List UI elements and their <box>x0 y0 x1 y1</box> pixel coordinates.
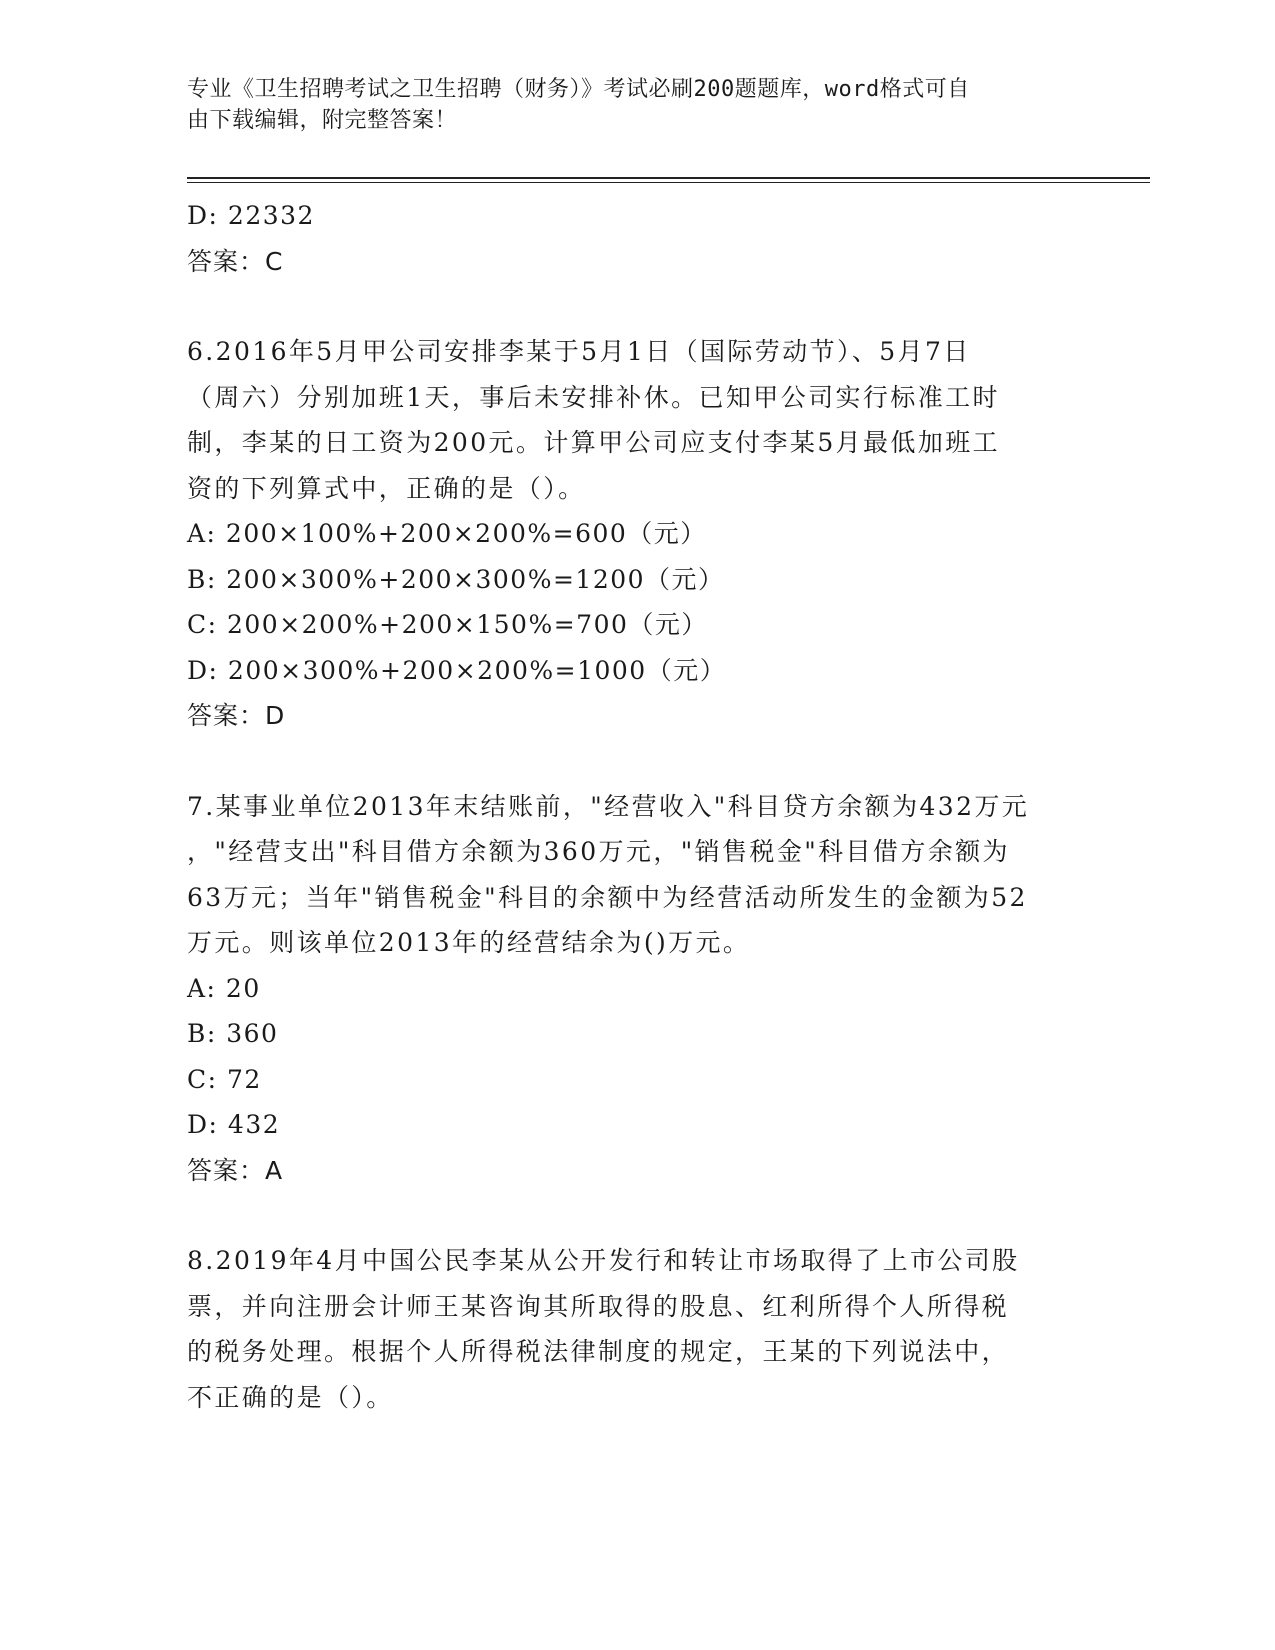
question-6-option-d: D: 200×300%+200×200%=1000（元） <box>187 655 727 685</box>
header-title-line-2: 由下载编辑，附完整答案！ <box>187 108 458 133</box>
spacer <box>187 739 1087 784</box>
prev-answer: 答案：C <box>187 246 284 276</box>
header-title-line-1: 专业《卫生招聘考试之卫生招聘（财务）》考试必刷200题题库，word格式可自 <box>187 77 970 102</box>
prev-option-d: D: 22332 <box>187 201 315 230</box>
question-8-stem-line: 不正确的是（）。 <box>187 1382 394 1412</box>
question-6-option-c: C: 200×200%+200×150%=700（元） <box>187 610 708 639</box>
spacer <box>187 1193 1087 1238</box>
question-7-option-b: B: 360 <box>187 1019 279 1048</box>
question-6-answer: 答案：D <box>187 701 286 730</box>
question-6-option-a: A: 200×100%+200×200%=600（元） <box>187 519 707 548</box>
document-header <box>187 74 1067 136</box>
question-8-stem-line: 8.2019年4月中国公民李某从公开发行和转让市场取得了上市公司股 <box>187 1246 1020 1275</box>
question-6-stem-line: 制，李某的日工资为200元。计算甲公司应支付李某5月最低加班工 <box>187 428 1001 457</box>
question-6-stem-line: 6.2016年5月甲公司安排李某于5月1日（国际劳动节）、5月7日 <box>187 337 971 366</box>
question-7 <box>187 784 1087 1194</box>
document-body <box>187 193 1087 1420</box>
question-7-option-c: C: 72 <box>187 1064 262 1094</box>
question-7-stem-line: 7.某事业单位2013年末结账前，"经营收入"科目贷方余额为432万元 <box>187 791 1030 821</box>
question-7-option-a: A: 20 <box>187 973 261 1003</box>
question-6 <box>187 329 1087 739</box>
question-7-stem-line: 万元。则该单位2013年的经营结余为()万元。 <box>187 928 751 957</box>
spacer <box>187 284 1087 329</box>
question-8-stem-line: 票，并向注册会计师王某咨询其所取得的股息、红利所得个人所得税 <box>187 1291 1010 1321</box>
question-7-answer: 答案：A <box>187 1155 284 1185</box>
question-6-stem-line: （周六）分别加班1天，事后未安排补休。已知甲公司实行标准工时 <box>187 382 1000 412</box>
question-6-stem-line: 资的下列算式中，正确的是（）。 <box>187 473 586 503</box>
question-8-stem-line: 的税务处理。根据个人所得税法律制度的规定，王某的下列说法中， <box>187 1337 1010 1366</box>
header-divider-thick <box>187 177 1150 179</box>
question-7-option-d: D: 432 <box>187 1110 281 1139</box>
header-divider-thin <box>187 182 1150 183</box>
question-8 <box>187 1238 1087 1420</box>
question-7-stem-line: ，"经营支出"科目借方余额为360万元，"销售税金"科目借方余额为 <box>187 837 1010 866</box>
question-7-stem-line: 63万元；当年"销售税金"科目的余额中为经营活动所发生的金额为52 <box>187 882 1028 912</box>
question-6-option-b: B: 200×300%+200×300%=1200（元） <box>187 564 725 594</box>
